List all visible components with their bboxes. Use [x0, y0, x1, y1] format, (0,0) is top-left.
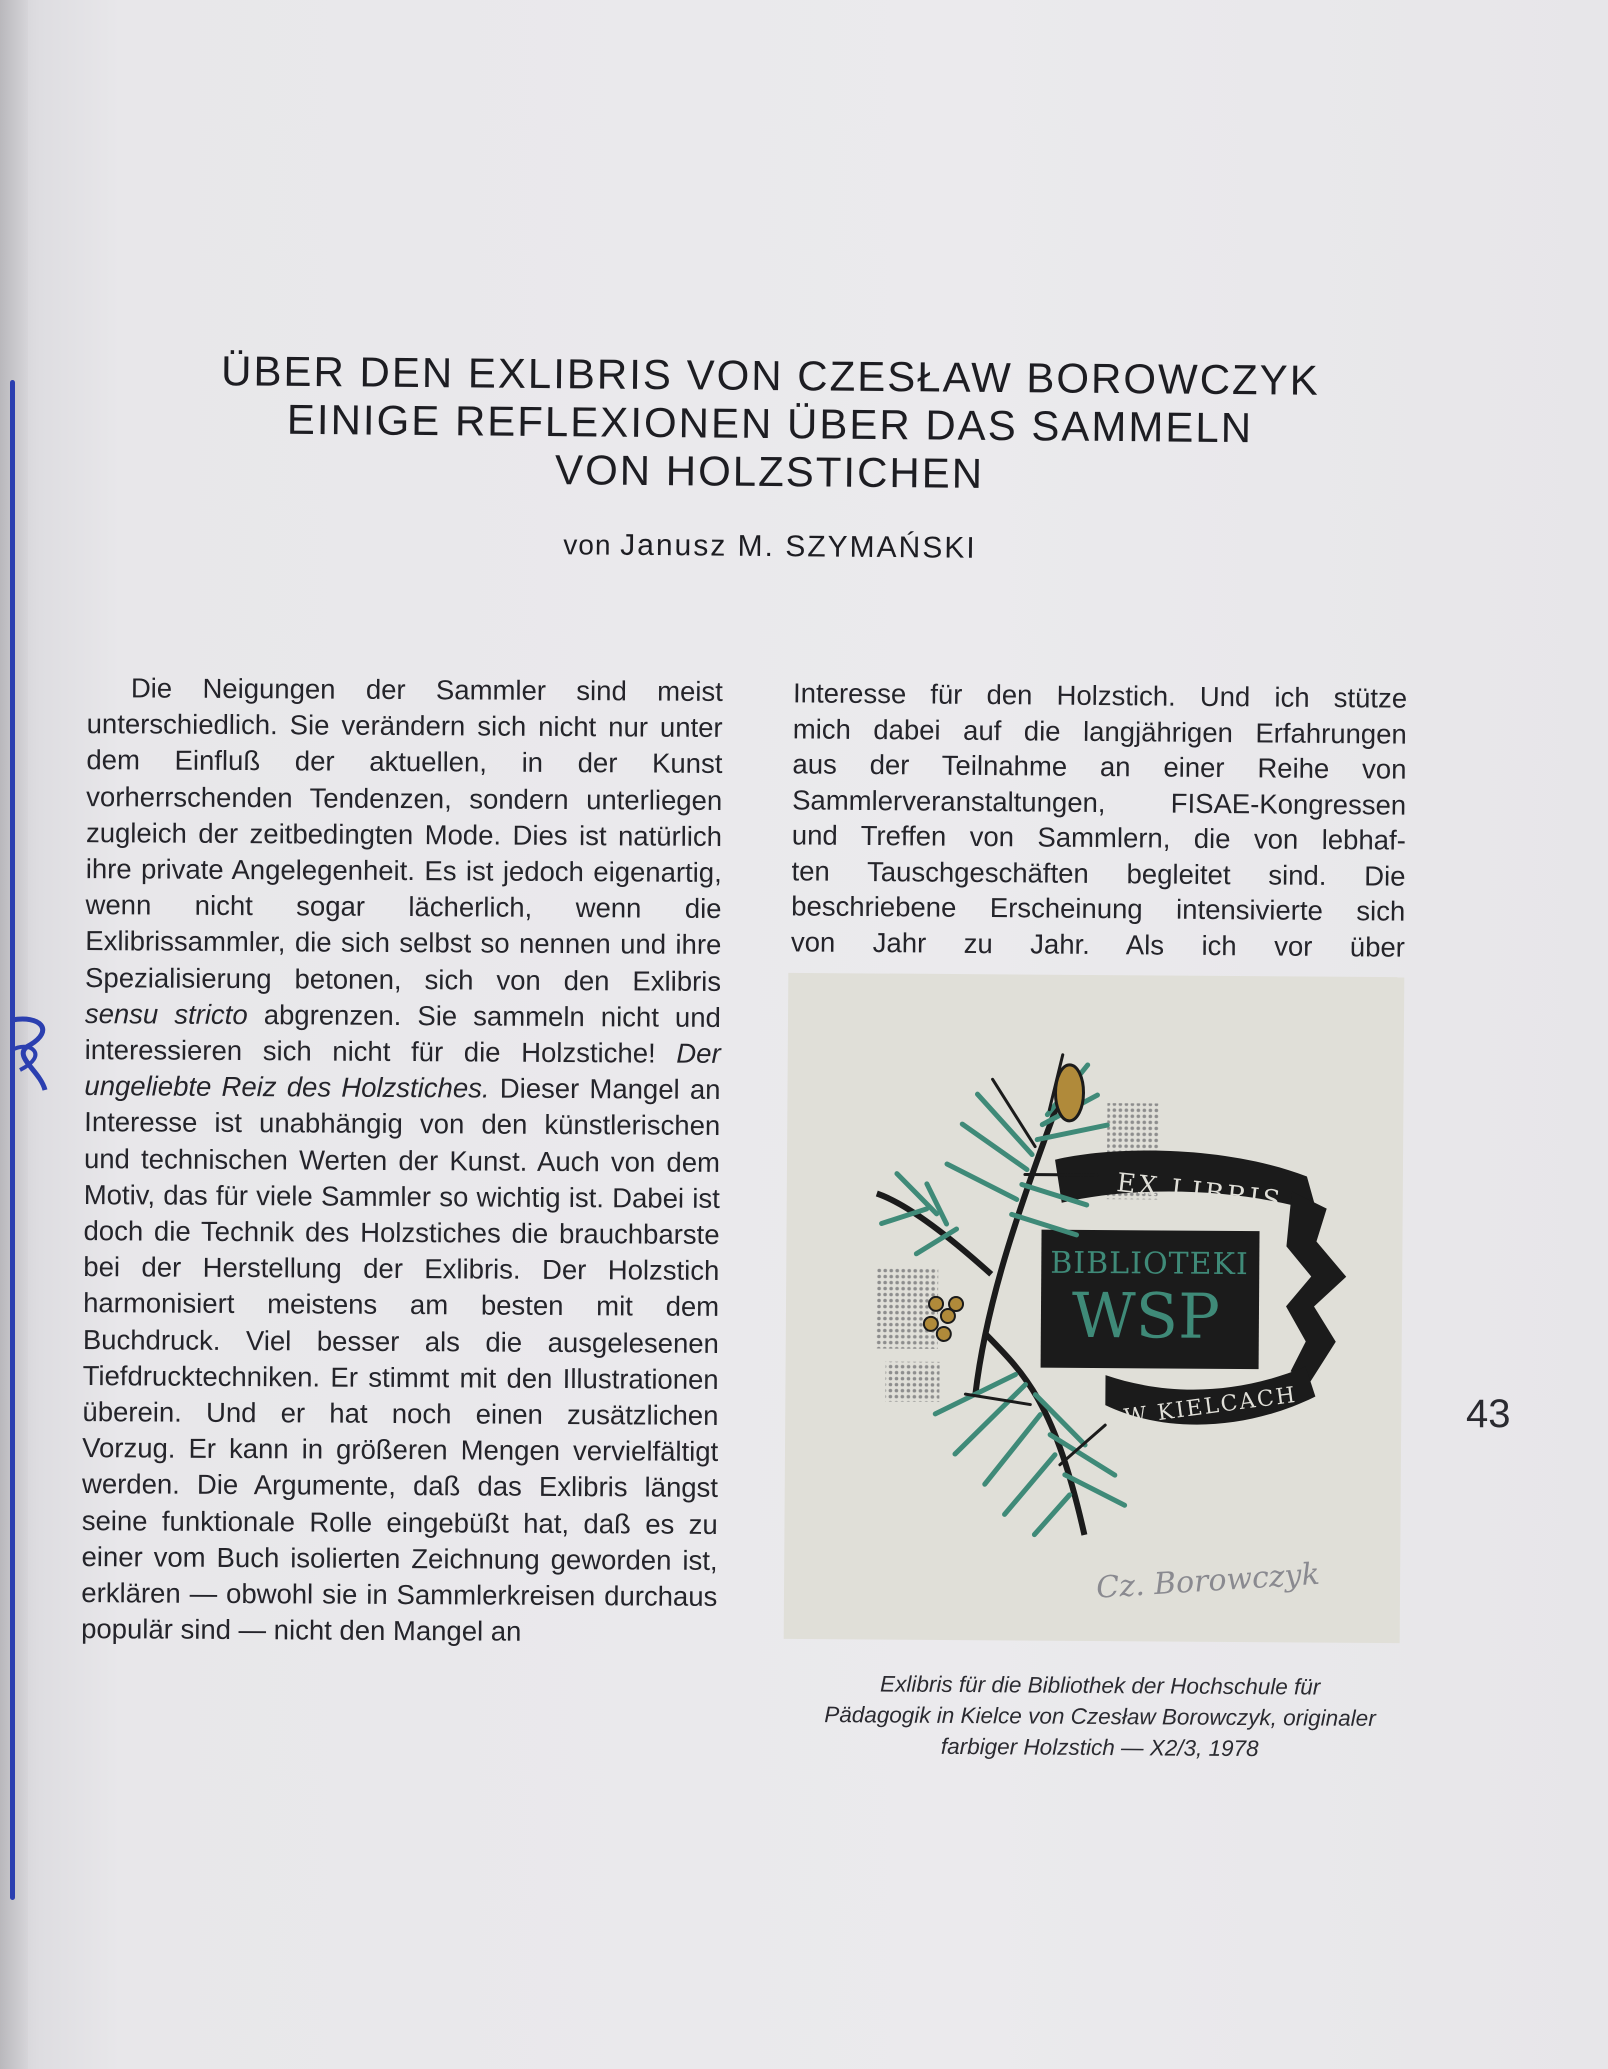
exlibris-woodcut-illustration — [784, 973, 1405, 1643]
plate-line-2: WSP — [1071, 1278, 1221, 1353]
ribbon-curl — [1285, 1191, 1346, 1381]
plate-line-1: BIBLIOTEKI — [1050, 1245, 1249, 1283]
right-line: Interesse für den Holzstich. Und ich stütze — [792, 677, 1408, 714]
title-line-1: ÜBER DEN EXLIBRIS VON CZESŁAW BOROWCZYK — [220, 347, 1320, 404]
right-line: Sammlerveranstaltungen, FISAE-Kongressen — [792, 783, 1407, 821]
right-line: mich dabei auf die langjährigen Erfahrungen — [792, 712, 1407, 750]
halftone-block — [885, 1362, 939, 1402]
author-name: Janusz M. SZYMAŃSKI — [620, 528, 977, 565]
paragraph-1-text: Die Neigungen der Sammler sind meist unterschiedlich. Sie verändern sich nicht nur unter dem Einfluß der aktuellen, in der Kunst vorherrschenden Tendenzen, sondern unterliegen zugleich der zeitbedingten Mode. Dies ist natürlich ihre private Angelegenheit. Es ist jedoch eigenartig, wenn nicht sogar lächerlich, wenn die Exlibrissammler, die sich selbst so nennen und ihre Spezialisierung betonen, sich von den Exlibris — [85, 672, 723, 997]
page-number: 43 — [1466, 1392, 1511, 1436]
figure-caption — [770, 1668, 1431, 1766]
article-title — [119, 346, 1420, 501]
byline — [120, 524, 1420, 569]
ribbon-top-text: EX LIBRIS — [1115, 1167, 1285, 1217]
right-line: und Treffen von Sammlern, die von lebhaf- — [791, 819, 1406, 856]
right-line: aus der Teilnahme an einer Reihe von — [792, 748, 1407, 785]
caption-line-2: Pädagogik in Kielce von Czesław Borowczyk, originaler — [824, 1702, 1376, 1731]
thread-knot-icon — [0, 1010, 60, 1100]
left-text-column — [81, 670, 723, 1651]
caption-line-3: farbiger Holzstich — X2/3, 1978 — [940, 1733, 1259, 1762]
byline-prefix: von — [563, 529, 612, 561]
ribbon-bottom-text: W KIELCACH — [1122, 1382, 1299, 1431]
caption-line-1: Exlibris für die Bibliothek der Hochschule für — [880, 1671, 1321, 1700]
title-line-2: EINIGE REFLEXIONEN ÜBER DAS SAMMELN — [286, 395, 1254, 452]
right-line: von Jahr zu Jahr. Als ich vor über — [790, 925, 1406, 963]
paragraph-2-italic-heading: Der ungeliebte Reiz des Holzstiches. — [84, 1037, 721, 1104]
paragraph-1-italic: sensu stricto — [84, 997, 248, 1030]
artist-signature: Cz. Borowczyk — [1095, 1556, 1321, 1606]
halftone-block — [876, 1268, 939, 1348]
right-line: beschriebene Erscheinung intensivierte sich — [791, 890, 1406, 927]
paragraph-2-text: Dieser Mangel an Interesse ist unabhängig von den künstlerischen und technischen Werten der Kunst. Auch von dem Motiv, das für viele Sammler so wichtig ist. Dabei ist doch die Technik des Holzstiches die brauchbarste bei der Herstellung der Exlibris. Der Holzstich harmonisiert meistens am besten mit dem Buchdruck. Viel besser als die ausgelesenen Tiefdrucktechniken. Er stimmt mit den Illustrationen überein. Und er hat noch einen zusätzlichen Vorzug. Er kann in größeren Mengen vervielfältigt werden. Die Argumente, daß das Exlibris längst seine funktionale Rolle eingebüßt hat, daß es zu einer vom Buch isolierten Zeichnung geworden ist, erklären — obwohl sie in Sammlerkreisen durchaus populär sind — nicht den Mangel an — [81, 1072, 721, 1648]
right-line: ten Tauschgeschäften begleitet sind. Die — [791, 854, 1406, 892]
paragraph-1-end: abgrenzen. Sie sammeln nicht und interessieren sich nicht für die Holzstiche! — [84, 998, 721, 1069]
title-line-3: VON HOLZSTICHEN — [554, 446, 985, 497]
binding-thread — [10, 380, 15, 1900]
pine-cone-icon — [1055, 1065, 1083, 1121]
exlibris-image — [784, 973, 1405, 1643]
right-text-column — [791, 675, 1407, 964]
